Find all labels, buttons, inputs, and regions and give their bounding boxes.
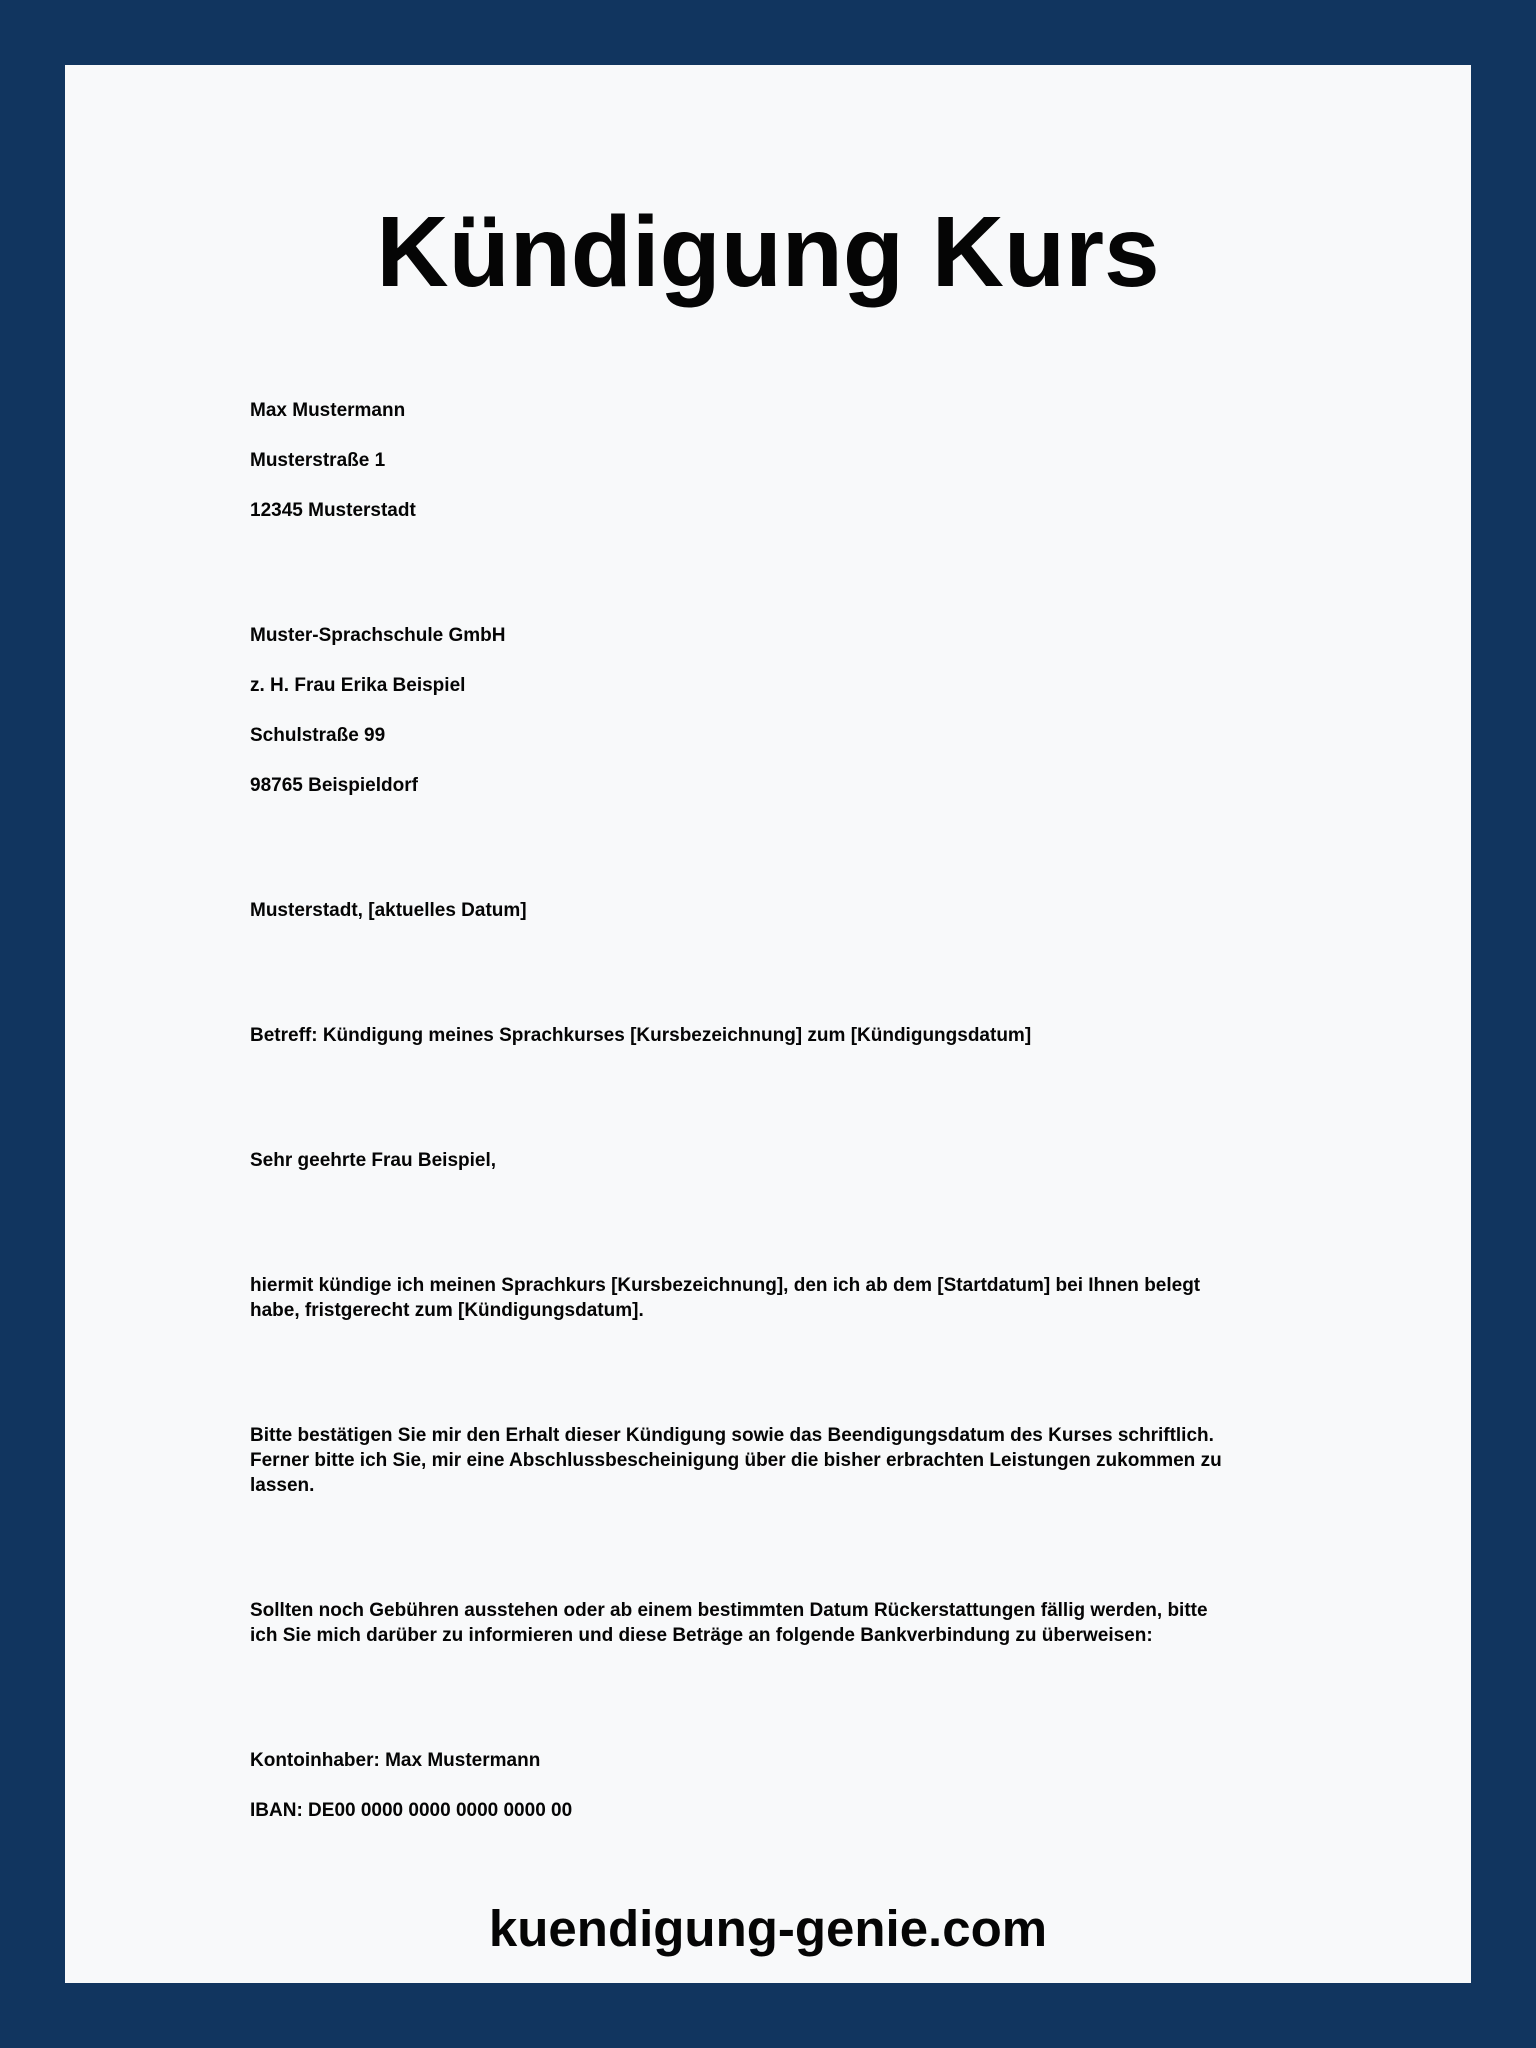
paragraph-line: habe, fristgerecht zum [Kündigungsdatum].	[250, 1300, 644, 1321]
recipient-city: 98765 Beispieldorf	[250, 775, 418, 796]
paragraph-line: hiermit kündige ich meinen Sprachkurs [Kursbezeichnung], den ich ab dem [Startdatum] bei Ihnen belegt	[250, 1275, 1201, 1296]
sender-name: Max Mustermann	[250, 400, 406, 421]
place-date: Musterstadt, [aktuelles Datum]	[250, 900, 527, 921]
document-title: Kündigung Kurs	[376, 196, 1160, 308]
body-paragraph-cancellation	[250, 1273, 1310, 1323]
subject-line: Betreff: Kündigung meines Sprachkurses [Kursbezeichnung] zum [Kündigungsdatum]	[250, 1025, 1032, 1046]
account-holder: Kontoinhaber: Max Mustermann	[250, 1750, 541, 1771]
paragraph-line: Ferner bitte ich Sie, mir eine Abschlussbescheinigung über die bisher erbrachten Leistungen zukommen zu	[250, 1450, 1222, 1471]
letter-page	[65, 65, 1471, 1983]
body-paragraph-refund	[250, 1598, 1310, 1648]
footer-website: kuendigung-genie.com	[488, 1900, 1048, 1957]
body-paragraph-confirmation	[250, 1423, 1310, 1498]
sender-street: Musterstraße 1	[250, 450, 386, 471]
paragraph-line: Sollten noch Gebühren ausstehen oder ab einem bestimmten Datum Rückerstattungen fällig werden, bitte	[250, 1600, 1208, 1621]
recipient-attention: z. H. Frau Erika Beispiel	[250, 675, 466, 696]
sender-city: 12345 Musterstadt	[250, 500, 416, 521]
paragraph-line: lassen.	[250, 1475, 315, 1496]
salutation: Sehr geehrte Frau Beispiel,	[250, 1150, 497, 1171]
paragraph-line: Bitte bestätigen Sie mir den Erhalt dieser Kündigung sowie das Beendigungsdatum des Kurses schriftlich.	[250, 1425, 1214, 1446]
recipient-street: Schulstraße 99	[250, 725, 386, 746]
paragraph-line: ich Sie mich darüber zu informieren und diese Beträge an folgende Bankverbindung zu überweisen:	[250, 1625, 1153, 1646]
iban: IBAN: DE00 0000 0000 0000 0000 00	[250, 1800, 573, 1821]
recipient-company: Muster-Sprachschule GmbH	[250, 625, 506, 646]
